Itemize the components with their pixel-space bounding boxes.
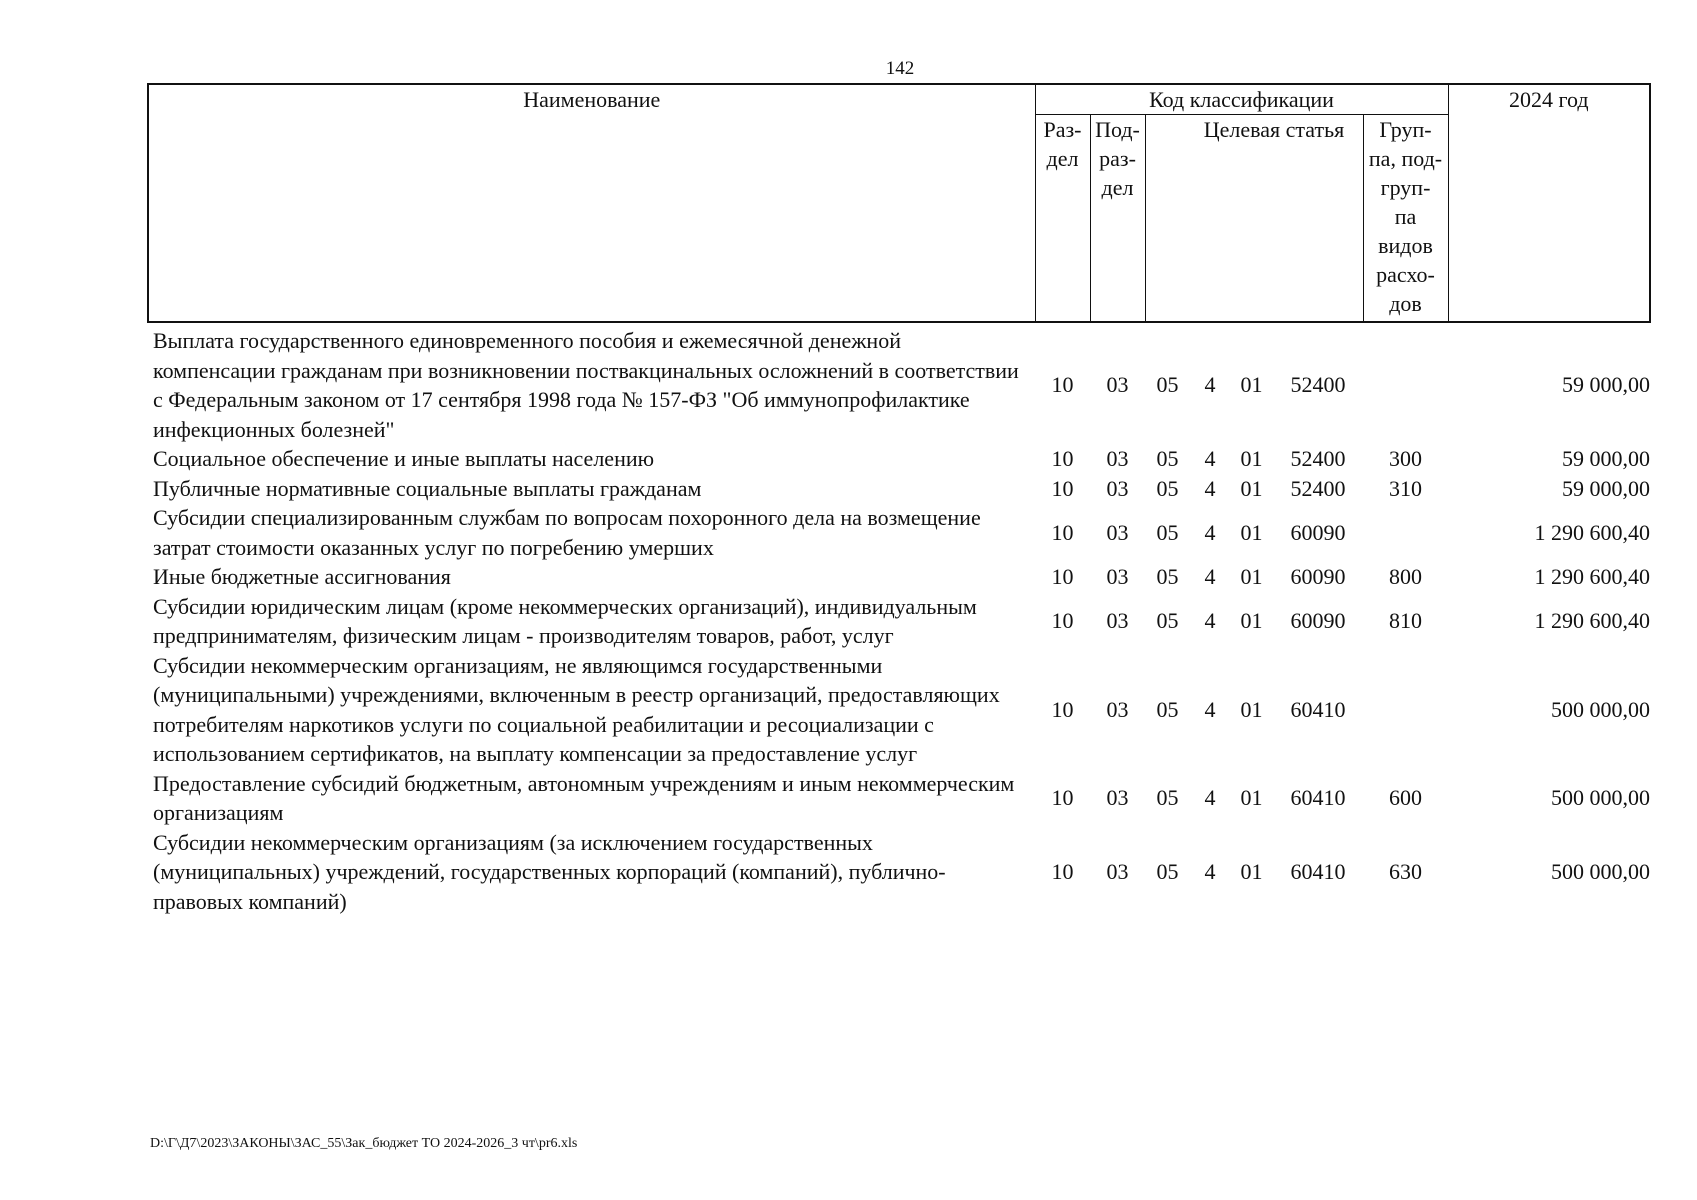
cell-razdel: 10 [1051, 859, 1074, 884]
cell-t1: 05 [1156, 446, 1179, 471]
budget-table [147, 83, 1651, 916]
cell-name: Предоставление субсидий бюджетным, автономным учреждениям и иным некоммерческим организациям [153, 770, 1015, 825]
cell-t2: 4 [1204, 859, 1216, 884]
cell-t2: 4 [1204, 696, 1216, 722]
cell-sum: 59 000,00 [1562, 372, 1651, 398]
header-classification-code: Код классификации [1035, 84, 1448, 115]
cell-t1: 05 [1156, 785, 1179, 811]
cell-podrazdel: 03 [1106, 859, 1129, 884]
cell-t4: 60410 [1290, 696, 1346, 722]
cell-razdel: 10 [1051, 564, 1074, 589]
cell-t4: 60090 [1290, 519, 1346, 545]
cell-t4: 52400 [1290, 475, 1346, 501]
table-header [148, 84, 1650, 322]
header-name: Наименование [148, 84, 1035, 322]
cell-t3: 01 [1240, 696, 1263, 722]
cell-razdel: 10 [1051, 519, 1074, 545]
table-body [148, 322, 1650, 916]
cell-name: Субсидии некоммерческим организациям (за исключением государственных (муниципальных) учреждений, государственных корпораций (компаний), публично-правовых компаний) [153, 829, 946, 914]
cell-sum: 59 000,00 [1562, 446, 1651, 471]
cell-razdel: 10 [1051, 608, 1074, 634]
cell-name: Публичные нормативные социальные выплаты гражданам [153, 475, 702, 501]
cell-group: 310 [1389, 475, 1422, 501]
cell-sum: 500 000,00 [1551, 859, 1651, 884]
cell-t1: 05 [1156, 564, 1179, 589]
cell-sum: 1 290 600,40 [1534, 519, 1651, 545]
cell-podrazdel: 03 [1106, 608, 1129, 634]
cell-group: 630 [1389, 859, 1422, 884]
cell-t3: 01 [1240, 372, 1263, 398]
cell-podrazdel: 03 [1106, 475, 1129, 501]
cell-t1: 05 [1156, 519, 1179, 545]
cell-t2: 4 [1204, 475, 1216, 501]
header-year: 2024 год [1448, 84, 1650, 322]
cell-razdel: 10 [1051, 696, 1074, 722]
cell-t3: 01 [1240, 519, 1263, 545]
cell-t1: 05 [1156, 608, 1179, 634]
cell-podrazdel: 03 [1106, 446, 1129, 471]
table-row [148, 444, 1650, 474]
cell-group: 600 [1389, 785, 1422, 811]
cell-sum: 1 290 600,40 [1534, 608, 1651, 634]
header-podrazdel: Под- раз- дел [1090, 115, 1145, 323]
cell-t3: 01 [1240, 785, 1263, 811]
table-row [148, 828, 1650, 917]
table-row [148, 474, 1650, 504]
cell-t3: 01 [1240, 475, 1263, 501]
table-row [148, 503, 1650, 562]
cell-name: Иные бюджетные ассигнования [153, 564, 451, 589]
header-razdel: Раз- дел [1035, 115, 1090, 323]
cell-name: Выплата государственного единовременного пособия и ежемесячной денежной компенсации гражданам при возникновении поствакцинальных осложнений в соответствии с Федеральным законом от 17 сентября 1998 года № 157-ФЗ "Об иммунопрофилактике инфекционных болезней" [153, 328, 1019, 442]
cell-t2: 4 [1204, 519, 1216, 545]
header-expense-group: Груп- па, под- груп- па видов расхо- дов [1363, 115, 1448, 323]
table-row [148, 322, 1650, 444]
cell-name: Социальное обеспечение и иные выплаты населению [153, 446, 655, 471]
cell-razdel: 10 [1051, 785, 1074, 811]
cell-razdel: 10 [1051, 372, 1074, 398]
cell-t1: 05 [1156, 475, 1179, 501]
table-row [148, 592, 1650, 651]
cell-podrazdel: 03 [1106, 785, 1129, 811]
cell-t1: 05 [1156, 372, 1179, 398]
cell-group [1363, 651, 1448, 769]
cell-name: Субсидии специализированным службам по вопросам похоронного дела на возмещение затрат стоимости оказанных услуг по погребению умерших [153, 505, 981, 560]
cell-group: 300 [1389, 446, 1422, 471]
cell-t3: 01 [1240, 446, 1263, 471]
cell-t4: 52400 [1290, 446, 1346, 471]
cell-group: 810 [1389, 608, 1422, 634]
cell-t2: 4 [1204, 564, 1216, 589]
cell-t2: 4 [1204, 608, 1216, 634]
cell-t4: 60410 [1290, 859, 1346, 884]
cell-razdel: 10 [1051, 446, 1074, 471]
cell-razdel: 10 [1051, 475, 1074, 501]
cell-t2: 4 [1204, 446, 1216, 471]
file-path-footer: D:\Г\Д7\2023\ЗАКОНЫ\ЗАС_55\Зак_бюджет ТО 2024-2026_3 чт\pr6.xls [150, 1136, 578, 1151]
cell-t2: 4 [1204, 785, 1216, 811]
cell-name: Субсидии некоммерческим организациям, не являющимся государственными (муниципальными) учреждениями, включенным в реестр организаций, предоставляющих потребителям наркотиков услуги по социальной реабилитации и ресоциализации с использованием сертификатов, на выплату компенсации за предоставление услуг [153, 652, 1000, 766]
cell-sum: 1 290 600,40 [1534, 564, 1651, 589]
cell-podrazdel: 03 [1106, 372, 1129, 398]
cell-t4: 60090 [1290, 564, 1346, 589]
cell-sum: 500 000,00 [1551, 785, 1651, 811]
cell-t1: 05 [1156, 859, 1179, 884]
cell-sum: 500 000,00 [1551, 696, 1651, 722]
table-row [148, 651, 1650, 769]
page-number: 142 [885, 58, 915, 79]
cell-sum: 59 000,00 [1562, 475, 1651, 501]
cell-group: 800 [1389, 564, 1422, 589]
header-target-article: Целевая статья [1145, 115, 1363, 323]
cell-podrazdel: 03 [1106, 696, 1129, 722]
table-row [148, 769, 1650, 828]
cell-group [1363, 503, 1448, 562]
cell-t4: 60410 [1290, 785, 1346, 811]
cell-t2: 4 [1204, 372, 1216, 398]
cell-group [1363, 322, 1448, 444]
cell-t3: 01 [1240, 859, 1263, 884]
cell-t1: 05 [1156, 696, 1179, 722]
cell-t4: 60090 [1290, 608, 1346, 634]
cell-t3: 01 [1240, 564, 1263, 589]
cell-name: Субсидии юридическим лицам (кроме некоммерческих организаций), индивидуальным предпринимателям, физическим лицам - производителям товаров, работ, услуг [153, 593, 977, 648]
table-row [148, 562, 1650, 592]
cell-t3: 01 [1240, 608, 1263, 634]
cell-podrazdel: 03 [1106, 564, 1129, 589]
cell-t4: 52400 [1290, 372, 1346, 398]
cell-podrazdel: 03 [1106, 519, 1129, 545]
